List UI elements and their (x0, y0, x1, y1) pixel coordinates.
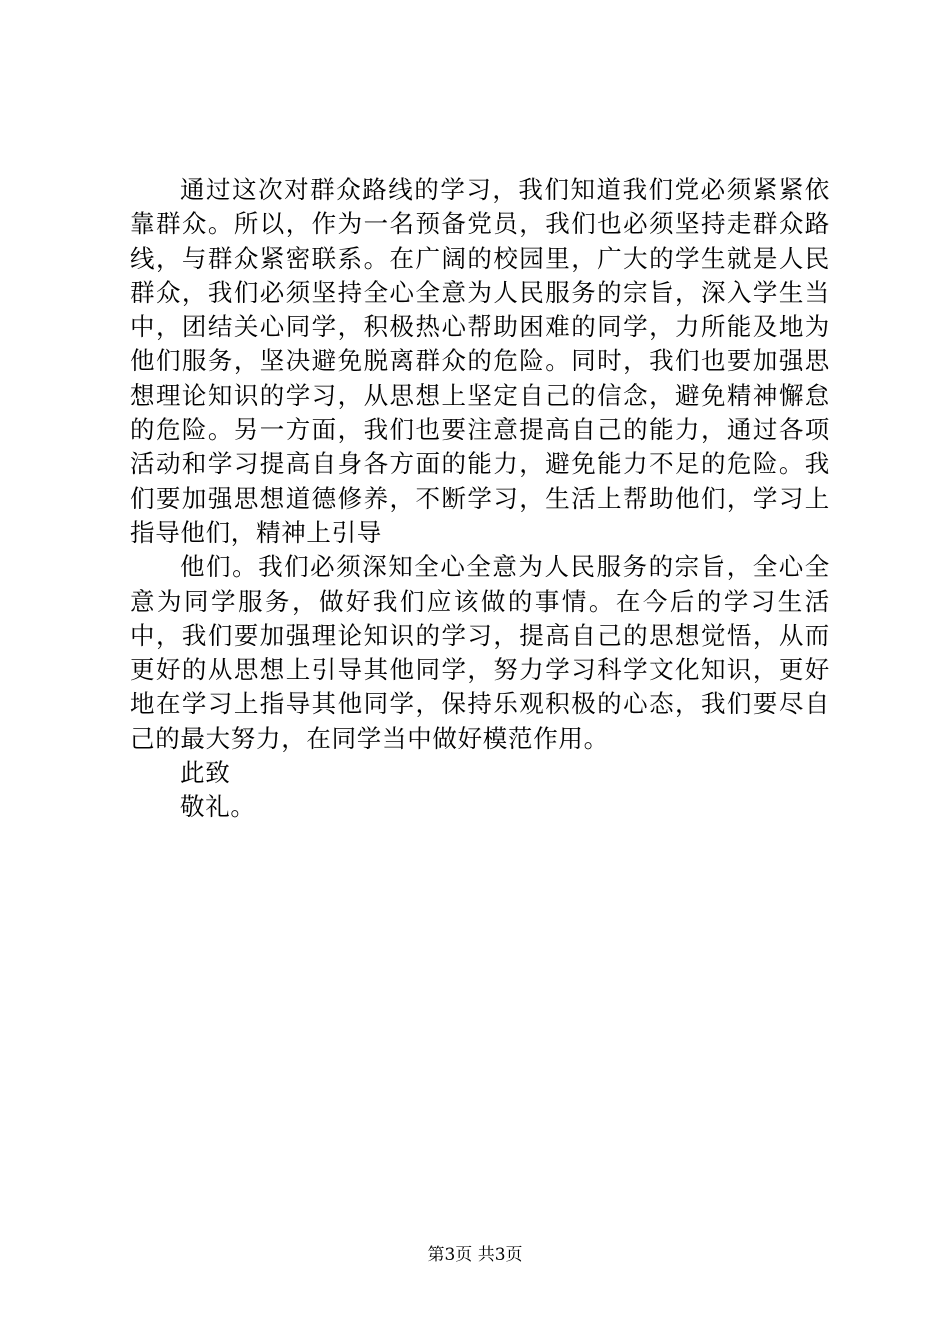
document-body (130, 173, 830, 825)
paragraph-1: 通过这次对群众路线的学习，我们知道我们党必须紧紧依靠群众。所以，作为一名预备党员，我们也必须坚持走群众路线，与群众紧密联系。在广阔的校园里，广大的学生就是人民群众，我们必须坚持全心全意为人民服务的宗旨，深入学生当中，团结关心同学，积极热心帮助困难的同学，力所能及地为他们服务，坚决避免脱离群众的危险。同时，我们也要加强思想理论知识的学习，从思想上坚定自己的信念，避免精神懈怠的危险。另一方面，我们也要注意提高自己的能力，通过各项活动和学习提高自身各方面的能力，避免能力不足的危险。我们要加强思想道德修养，不断学习，生活上帮助他们，学习上指导他们，精神上引导 (130, 175, 830, 547)
page-footer: 第3页 共3页 (427, 1245, 523, 1265)
paragraph-2: 他们。我们必须深知全心全意为人民服务的宗旨，全心全意为同学服务，做好我们应该做的事情。在今后的学习生活中，我们要加强理论知识的学习，提高自己的思想觉悟，从而更好的从思想上引导其他同学，努力学习科学文化知识，更好地在学习上指导其他同学，保持乐观积极的心态，我们要尽自己的最大努力，在同学当中做好模范作用。 (130, 552, 830, 753)
closing-salutation: 此致 (180, 758, 231, 788)
closing-regards: 敬礼。 (180, 792, 256, 822)
